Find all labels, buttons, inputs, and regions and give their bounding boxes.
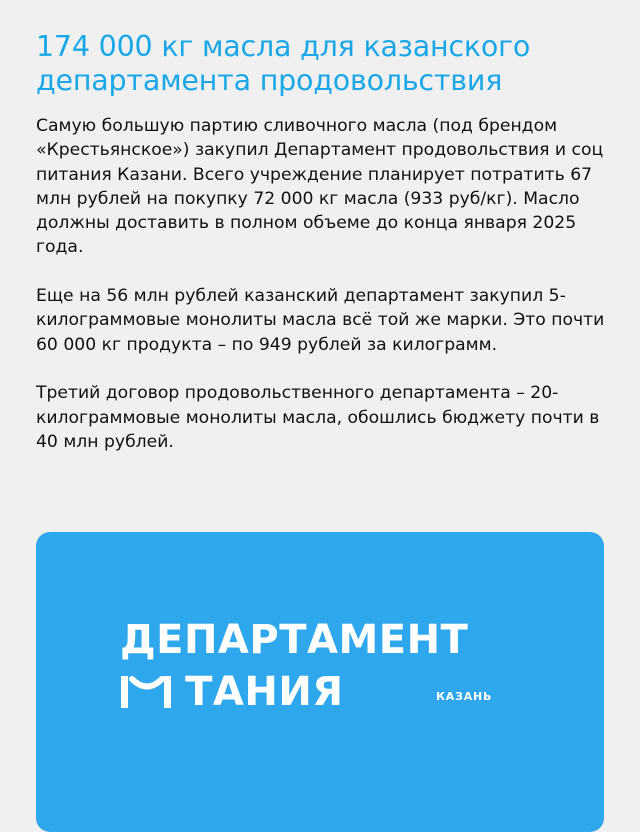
article-headline: 174 000 кг масла для казанского департамента продовольствия: [36, 30, 531, 97]
logo-city: КАЗАНЬ: [436, 690, 493, 703]
logo-line-1: ДЕПАРТАМЕНТ: [120, 617, 469, 663]
department-banner: [36, 532, 604, 832]
article-paragraph: Самую большую партию сливочного масла (под брендом «Крестьянское») закупил Департамент продовольствия и соц питания Казани. Всего учреждение планирует потратить 67 млн рублей на покупку 72 000 кг масла (933 руб/кг). Масло должны доставить в полном объеме до конца января 2025 года.: [36, 116, 604, 258]
logo-line-2: [120, 670, 344, 714]
smile-logo-icon: [120, 670, 176, 714]
logo-word: ТАНИЯ: [185, 669, 344, 715]
article-paragraph: Третий договор продовольственного департамента – 20-килограммовые монолиты масла, обошлись бюджету почти в 40 млн рублей.: [36, 383, 600, 452]
article-body: [36, 114, 626, 478]
article-paragraph: Еще на 56 млн рублей казанский департамент закупил 5-килограммовые монолиты масла всё той же марки. Это почти 60 000 кг продукта – по 949 рублей за килограмм.: [36, 286, 605, 355]
